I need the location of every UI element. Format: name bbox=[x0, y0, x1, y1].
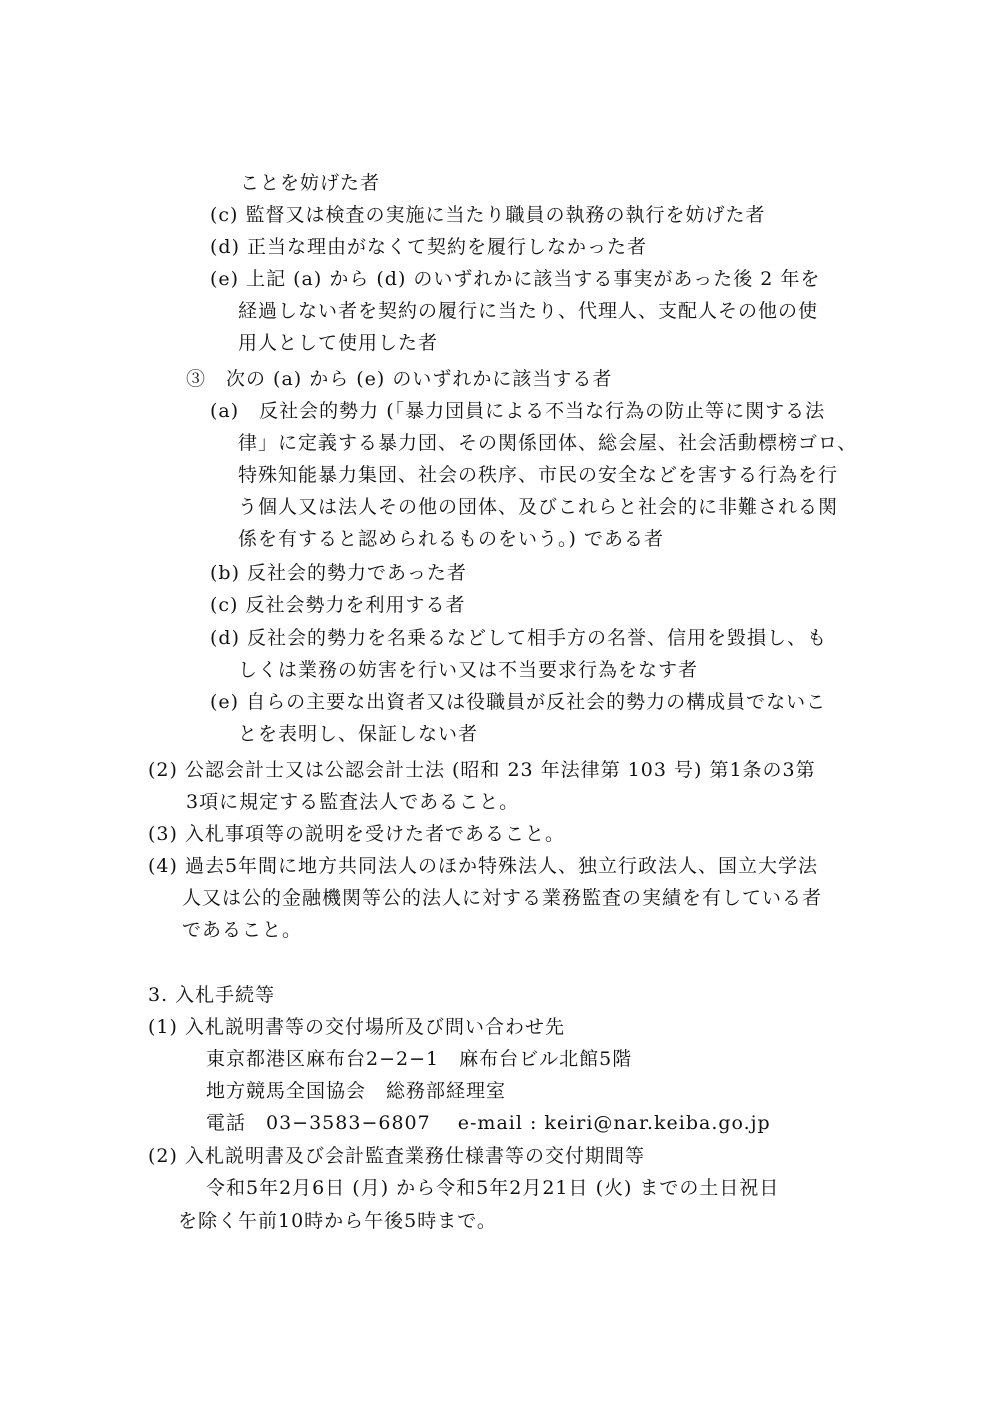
text-line: う個人又は法人その他の団体、及びこれらと社会的に非難される関 bbox=[238, 496, 839, 518]
text-line: 令和5年2月6日 (月) から令和5年2月21日 (火) までの土日祝日 bbox=[206, 1177, 780, 1199]
text-line: (e) 上記 (a) から (d) のいずれかに該当する事実があった後 2 年を bbox=[210, 268, 821, 290]
text-line: しくは業務の妨害を行い又は不当要求行為をなす者 bbox=[238, 659, 699, 681]
text-line: であること。 bbox=[182, 919, 303, 941]
text-line: (c) 反社会勢力を利用する者 bbox=[210, 594, 466, 616]
text-line: 特殊知能暴力集団、社会の秩序、市民の安全などを害する行為を行 bbox=[238, 464, 839, 486]
text-line: 経過しない者を契約の履行に当たり、代理人、支配人その他の使 bbox=[238, 300, 819, 322]
text-line: 係を有すると認められるものをいう。) である者 bbox=[238, 528, 664, 550]
text-line: 東京都港区麻布台2−2−1 麻布台ビル北館5階 bbox=[206, 1048, 633, 1070]
text-line: 3項に規定する監査法人であること。 bbox=[186, 791, 520, 813]
text-line: を除く午前10時から午後5時まで。 bbox=[178, 1210, 497, 1232]
text-line: 用人として使用した者 bbox=[238, 332, 439, 354]
contact-line: 電話 03−3583−6807 e-mail : keiri@nar.keiba.go.jp bbox=[206, 1112, 771, 1134]
text-line: 人又は公的金融機関等公的法人に対する業務監査の実績を有している者 bbox=[182, 887, 823, 909]
text-line: (1) 入札説明書等の交付場所及び問い合わせ先 bbox=[148, 1016, 565, 1038]
text-line: 地方競馬全国協会 総務部経理室 bbox=[206, 1080, 507, 1102]
text-line: (a) 反社会的勢力 (「暴力団員による不当な行為の防止等に関する法 bbox=[210, 400, 826, 422]
text-line: (d) 正当な理由がなくて契約を履行しなかった者 bbox=[210, 236, 648, 258]
section-heading: 3. 入札手続等 bbox=[148, 984, 276, 1006]
text-line: 律」に定義する暴力団、その関係団体、総会屋、社会活動標榜ゴロ、 bbox=[238, 432, 858, 454]
text-line: ③ 次の (a) から (e) のいずれかに該当する者 bbox=[186, 368, 613, 390]
text-line: (2) 公認会計士又は公認会計士法 (昭和 23 年法律第 103 号) 第1条の3第 bbox=[148, 759, 816, 781]
text-line: (2) 入札説明書及び会計監査業務仕様書等の交付期間等 bbox=[148, 1145, 645, 1167]
text-line: ことを妨げた者 bbox=[240, 172, 381, 194]
text-line: (4) 過去5年間に地方共同法人のほか特殊法人、独立行政法人、国立大学法 bbox=[148, 855, 819, 877]
text-line: (b) 反社会的勢力であった者 bbox=[210, 562, 467, 584]
text-line: (c) 監督又は検査の実施に当たり職員の執務の執行を妨げた者 bbox=[210, 204, 766, 226]
text-line: (3) 入札事項等の説明を受けた者であること。 bbox=[148, 823, 565, 845]
text-line: とを表明し、保証しない者 bbox=[238, 723, 479, 745]
text-line: (e) 自らの主要な出資者又は役職員が反社会的勢力の構成員でないこ bbox=[210, 691, 827, 713]
text-line: (d) 反社会的勢力を名乗るなどして相手方の名誉、信用を毀損し、も bbox=[210, 627, 828, 649]
